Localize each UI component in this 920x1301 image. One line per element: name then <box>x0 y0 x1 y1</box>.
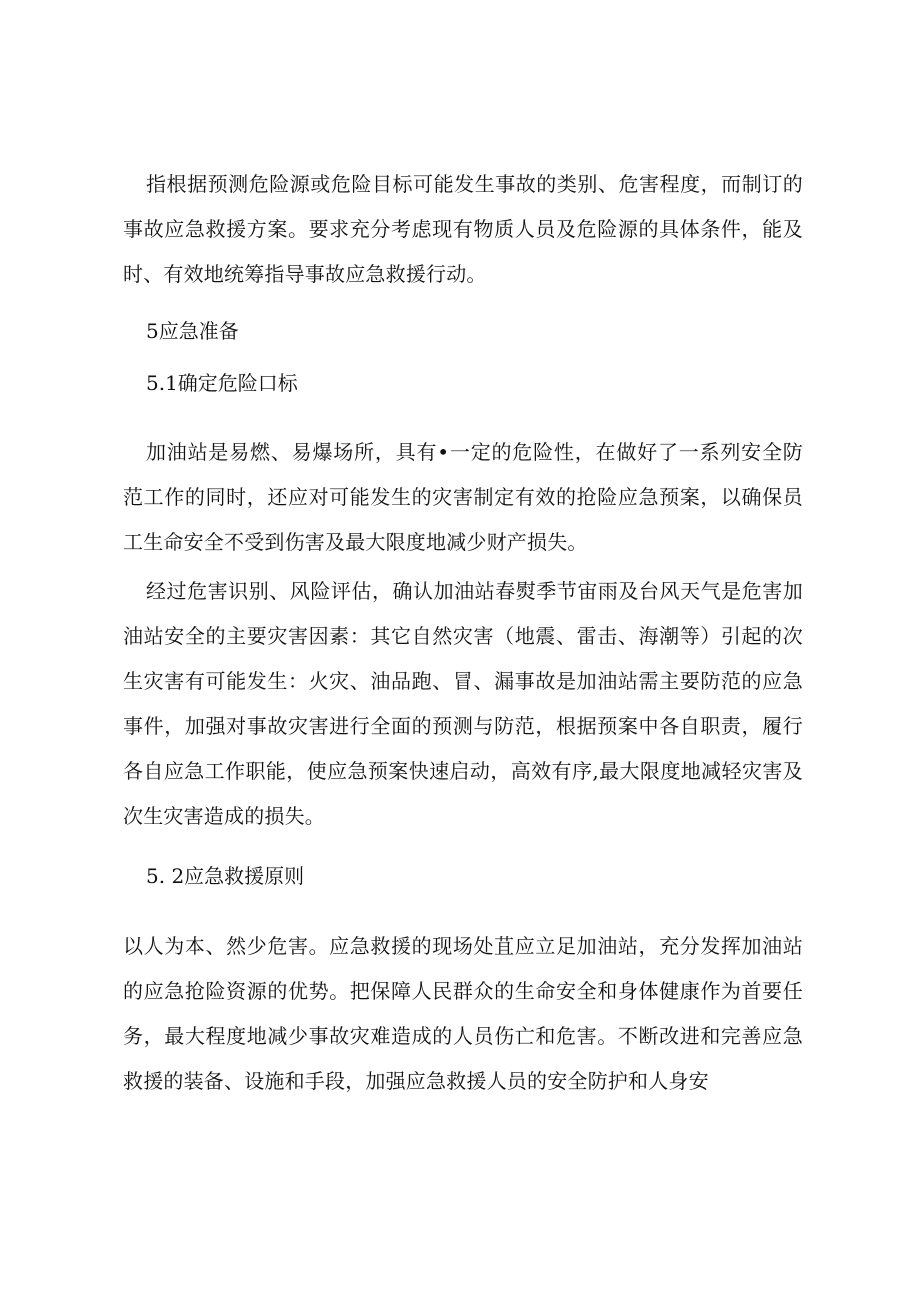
heading-identify-hazard-target: 5.1确定危险口标 <box>146 371 298 395</box>
paragraph-hazard-assessment: 经过危害识别、风险评估，确认加油站春熨季节宙雨及台风天气是危害加油站安全的主要灾害因素：其它自然灾害（地震、雷击、海潮等）引起的次生灾害有可能发生：火灾、油品跑、冒、漏事故是加油站需主要防范的应急事件，加强对事故灾害进行全面的预测与防范，根据预案中各自职责，履行各自应急工作职能，使应急预案快速启动，高效有序,最大限度地减轻灾害及次生灾害造成的损失。 <box>123 579 803 828</box>
paragraph-plan-definition: 指根据预测危险源或危险目标可能发生事故的类别、危害程度，而制订的事故应急救援方案。要求充分考虑现有物质人员及危险源的具体条件，能及时、有效地统筹指导事故应急救援行动。 <box>123 172 803 286</box>
paragraph-gas-station-risk: 加油站是易燃、易爆场所，具有•一定的危险性，在做好了一系列安全防范工作的同时，还应对可能发生的灾害制定有效的抢险应急预案，以确保员工生命安全不受到伤害及最大限度地减少财产损失。 <box>123 440 803 554</box>
heading-rescue-principles: 5. 2应急救援原则 <box>146 864 305 888</box>
heading-emergency-preparation: 5应急准备 <box>146 319 239 343</box>
paragraph-people-first: 以人为本、然少危害。应急救援的现场处苴应立足加油站，充分发挥加油站的应急抢险资源的优势。把保障人民群众的生命安全和身体健康作为首要任务，最大程度地减少事故灾难造成的人员伤亡和危害。不断改进和完善应急救援的装备、设施和手段，加强应急救援人员的安全防护和人身安 <box>123 934 803 1093</box>
